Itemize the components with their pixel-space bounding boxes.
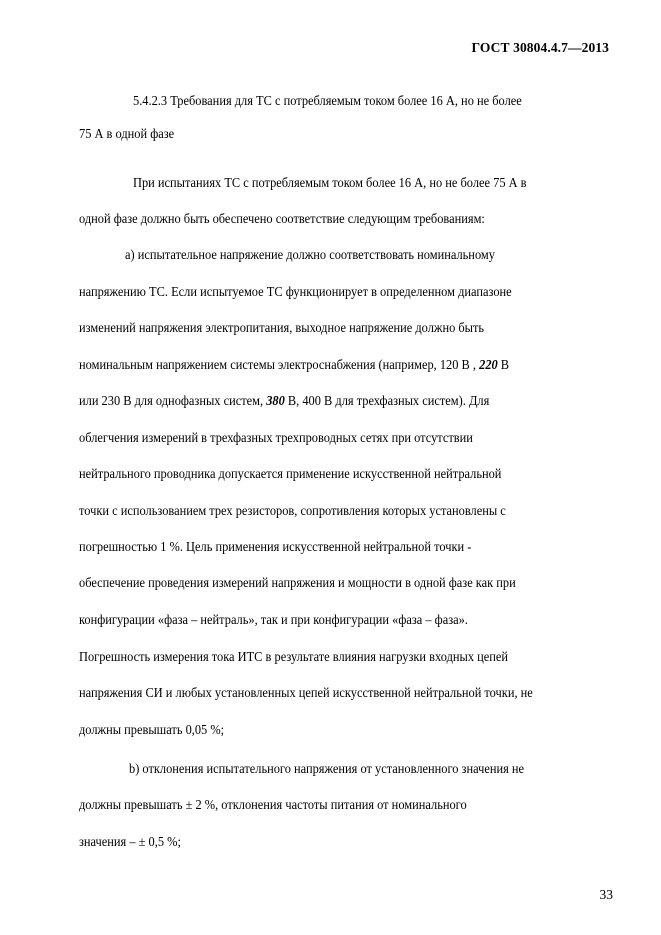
item-a-line-6: облегчения измерений в трехфазных трехпроводных сетях при отсутствии: [79, 430, 473, 445]
item-a-line-4: [79, 357, 581, 373]
intro-line-1: При испытаниях ТС с потребляемым током более 16 А, но не более 75 А в: [133, 175, 527, 190]
item-a-line-7: нейтрального проводника допускается применение искусственной нейтральной: [79, 466, 502, 481]
item-a-line-8: точки с использованием трех резисторов, сопротивления которых установлены с: [79, 503, 506, 518]
item-b-line-1: b) отклонения испытательного напряжения от установленного значения не: [129, 761, 525, 776]
item-a-line-5-text: или 230 В для однофазных систем,: [79, 393, 264, 408]
item-a-line-11: конфигурации «фаза – нейтраль», так и при конфигурации «фаза – фаза».: [79, 612, 468, 627]
voltage-380: 380: [266, 393, 285, 408]
item-a-line-12: Погрешность измерения тока ИТС в результате влияния нагрузки входных цепей: [79, 649, 509, 664]
voltage-220: 220: [479, 357, 498, 372]
item-a-line-13: напряжения СИ и любых установленных цепей искусственной нейтральной точки, не: [79, 685, 533, 700]
item-a-line-2: напряжению ТС. Если испытуемое ТС функционирует в определенном диапазоне: [79, 284, 512, 299]
item-a-line-14: должны превышать 0,05 %;: [79, 722, 225, 737]
item-b-line-2: должны превышать ± 2 %, отклонения частоты питания от номинального: [79, 797, 467, 812]
item-a-line-4-unit: В: [500, 357, 510, 372]
item-a-line-1: а) испытательное напряжение должно соответствовать номинальному: [125, 247, 495, 262]
item-a-line-5-rest: В, 400 В для трехфазных систем). Для: [287, 393, 490, 408]
item-a-line-5: [79, 393, 581, 409]
item-a-line-4-text: номинальным напряжением системы электроснабжения (например, 120 В ,: [79, 357, 477, 372]
item-b-line-3: значения – ± 0,5 %;: [79, 834, 181, 849]
item-a-line-3: изменений напряжения электропитания, выходное напряжение должно быть: [79, 320, 485, 335]
section-title-line-1: 5.4.2.3 Требования для ТС с потребляемым током более 16 А, но не более: [133, 93, 522, 108]
intro-line-2: одной фазе должно быть обеспечено соответствие следующим требованиям:: [79, 211, 485, 226]
item-a-line-9: погрешностью 1 %. Цель применения искусственной нейтральной точки -: [79, 539, 472, 554]
section-title-line-2: 75 А в одной фазе: [79, 126, 175, 141]
item-a-line-10: обеспечение проведения измерений напряжения и мощности в одной фазе как при: [79, 575, 516, 590]
page-number: 33: [599, 887, 613, 902]
standard-header: ГОСТ 30804.4.7—2013: [471, 40, 609, 55]
